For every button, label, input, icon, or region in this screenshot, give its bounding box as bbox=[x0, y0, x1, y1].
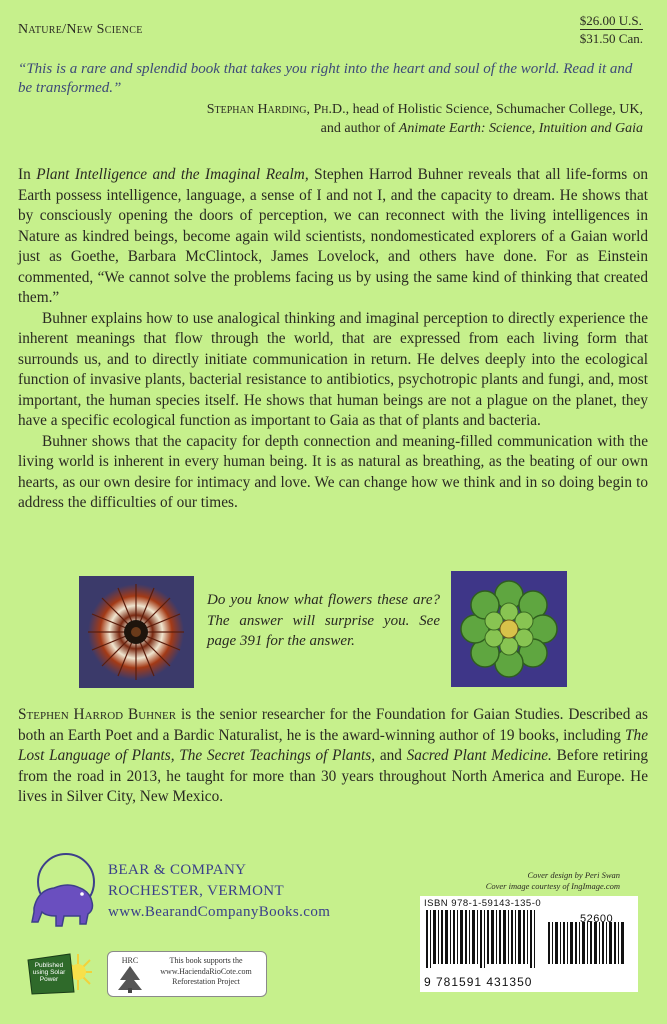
endorsement-attribution bbox=[207, 100, 643, 138]
cover-image-credit: Cover image courtesy of IngImage.com bbox=[485, 881, 620, 891]
hrc-logo-text: HRC bbox=[121, 956, 139, 965]
description-paragraph-1 bbox=[18, 165, 648, 309]
isbn-label: ISBN 978-1-59143-135-0 bbox=[424, 898, 542, 909]
description-p1-prefix: In bbox=[18, 166, 37, 183]
description-paragraph-3: Buhner shows that the capacity for depth connection and meaning-filled communication with the living world is inherent in every human being. It is as natural as breathing, as the beating of our own hearts, as our own desire for intimacy and love. We can change how we think and in so doing begin to address the difficulties of our times. bbox=[18, 432, 648, 511]
solar-badge-text: Published using Solar Power bbox=[32, 962, 66, 983]
isbn-digits: 9 781591 431350 bbox=[424, 975, 533, 989]
bio-part-1: is the senior researcher for the Foundation for Gaian Studies. Described as both an Earth Poet and a Bardic Naturalist, he is the award-winning author of 19 books, including bbox=[18, 706, 648, 744]
publisher-url[interactable]: www.BearandCompanyBooks.com bbox=[108, 904, 331, 920]
category-label: Nature/New Science bbox=[18, 22, 143, 37]
publisher-location: ROCHESTER, VERMONT bbox=[108, 883, 285, 899]
bio-part-2: and bbox=[375, 747, 407, 764]
solar-power-badge bbox=[26, 950, 92, 996]
endorser-book-title: Animate Earth: Science, Intuition and Gaia bbox=[398, 121, 643, 136]
flower-image-radial bbox=[79, 576, 194, 688]
cover-design-credit: Cover design by Peri Swan bbox=[527, 870, 620, 880]
price-block bbox=[580, 12, 643, 47]
tree-icon bbox=[112, 954, 148, 994]
price-code: 52600 bbox=[580, 913, 614, 925]
publisher-name: BEAR & COMPANY bbox=[108, 862, 247, 878]
reforestation-badge bbox=[107, 951, 267, 997]
endorser-role: , head of Holistic Science, Schumacher College, UK, bbox=[345, 102, 643, 117]
price-can: $31.50 Can. bbox=[579, 31, 643, 46]
bear-logo-icon bbox=[28, 852, 100, 930]
author-bio bbox=[18, 705, 648, 808]
price-us: $26.00 U.S. bbox=[579, 13, 642, 28]
bio-book-2: Sacred Plant Medicine. bbox=[406, 747, 552, 764]
endorsement-quote: “This is a rare and splendid book that takes you right into the heart and soul of the world. Read it and be transformed.” bbox=[18, 61, 633, 96]
author-name: Stephen Harrod Buhner bbox=[18, 706, 177, 723]
flower-image-green bbox=[451, 571, 567, 687]
reforestation-text: This book supports the www.HaciendaRioCote.com Reforestation Project bbox=[160, 956, 252, 986]
book-description bbox=[18, 165, 648, 514]
cover-credits bbox=[440, 870, 620, 892]
description-p1-rest: Stephen Harrod Buhner reveals that all life-forms on Earth possess intelligence, language, a sense of I and not I, and the capacity to dream. He shows that by consciously opening the doors of perception, we can reconnect with the living intelligences in Nature as kindred beings, become again wild scientists, nondomesticated explorers of a Gaian world just as Goethe, Barbara McClintock, James Lovelock, and others have done. For as Einstein commented, “We cannot solve the problems facing us by using the same kind of thinking that created them.” bbox=[18, 166, 649, 306]
bio-part-3: Before retiring from the road in 2013, he taught for more than 30 years throughout North America and Europe. He lives in Silver City, New Mexico. bbox=[18, 747, 648, 805]
publisher-block bbox=[108, 860, 330, 923]
endorser-name: Stephan Harding, Ph.D. bbox=[206, 102, 346, 117]
description-paragraph-2: Buhner explains how to use analogical thinking and imaginal perception to directly experience the inherent meanings that flow through the world, that are expressed from each living form that surrounds us, and to directly initiate communication in return. He delves deeply into the ecological function of invasive plants, bacterial resistance to antibiotics, psychotropic plants and fungi, and, most important, the human species itself. He shows that human beings are not a plague on the planet, they have a specific ecological function as important to Gaia as that of plants and bacteria. bbox=[18, 309, 648, 429]
bio-book-1: The Lost Language of Plants, The Secret Teachings of Plants, bbox=[18, 726, 648, 764]
book-title-inline: Plant Intelligence and the Imaginal Realm, bbox=[36, 166, 309, 183]
endorser-author-prefix: and author of bbox=[320, 121, 399, 136]
flower-caption: Do you know what flowers these are? The answer will surprise you. See page 391 for the answer. bbox=[207, 592, 440, 649]
